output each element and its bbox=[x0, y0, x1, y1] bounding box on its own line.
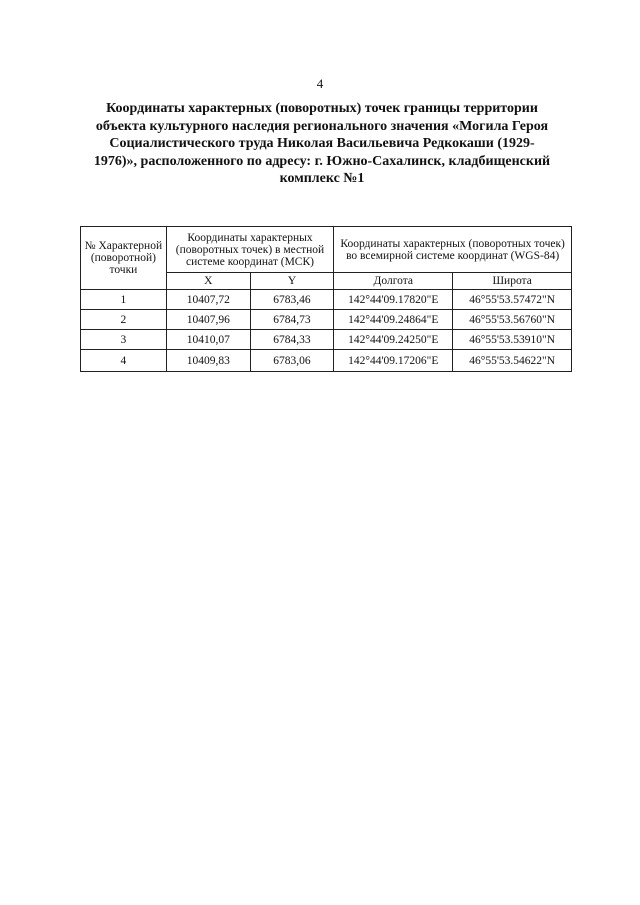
cell-x: 10410,07 bbox=[166, 330, 250, 350]
cell-y: 6784,73 bbox=[250, 310, 334, 330]
header-point-number: № Характерной (поворотной) точки bbox=[81, 227, 167, 290]
subheader-latitude: Широта bbox=[453, 273, 572, 290]
cell-y: 6783,06 bbox=[250, 350, 334, 372]
header-wgs-coordinates: Координаты характерных (поворотных точек) во всемирной системе координат (WGS-84) bbox=[334, 227, 572, 273]
title-line: Координаты характерных (поворотных) точек границы территории bbox=[106, 101, 538, 116]
cell-x: 10407,72 bbox=[166, 290, 250, 310]
cell-longitude: 142°44'09.17206"E bbox=[334, 350, 453, 372]
cell-point-number: 2 bbox=[81, 310, 167, 330]
page-number: 4 bbox=[316, 76, 324, 91]
table-row bbox=[81, 310, 572, 330]
cell-longitude: 142°44'09.17820"E bbox=[334, 290, 453, 310]
subheader-y: Y bbox=[250, 273, 334, 290]
subheader-longitude: Долгота bbox=[334, 273, 453, 290]
table-row bbox=[81, 330, 572, 350]
cell-latitude: 46°55'53.56760"N bbox=[453, 310, 572, 330]
cell-point-number: 4 bbox=[81, 350, 167, 372]
cell-latitude: 46°55'53.53910"N bbox=[453, 330, 572, 350]
cell-longitude: 142°44'09.24250"E bbox=[334, 330, 453, 350]
cell-longitude: 142°44'09.24864"E bbox=[334, 310, 453, 330]
title-line: Социалистического труда Николая Васильевича Редкокаши (1929- bbox=[109, 136, 535, 151]
title-line: 1976)», расположенного по адресу: г. Южно-Сахалинск, кладбищенский bbox=[93, 153, 551, 169]
document-title bbox=[80, 100, 564, 188]
cell-y: 6784,33 bbox=[250, 330, 334, 350]
cell-point-number: 1 bbox=[81, 290, 167, 310]
cell-x: 10409,83 bbox=[166, 350, 250, 372]
cell-x: 10407,96 bbox=[166, 310, 250, 330]
cell-latitude: 46°55'53.57472"N bbox=[453, 290, 572, 310]
title-line: объекта культурного наследия регионального значения «Могила Героя bbox=[95, 118, 549, 134]
table-row bbox=[81, 350, 572, 372]
subheader-x: X bbox=[166, 273, 250, 290]
header-local-coordinates: Координаты характерных (поворотных точек) в местной системе координат (МСК) bbox=[166, 227, 333, 273]
table-header-row bbox=[81, 227, 572, 273]
cell-latitude: 46°55'53.54622"N bbox=[453, 350, 572, 372]
table-row bbox=[81, 290, 572, 310]
title-line: комплекс №1 bbox=[279, 171, 365, 186]
cell-point-number: 3 bbox=[81, 330, 167, 350]
cell-y: 6783,46 bbox=[250, 290, 334, 310]
coordinates-table bbox=[80, 226, 572, 372]
